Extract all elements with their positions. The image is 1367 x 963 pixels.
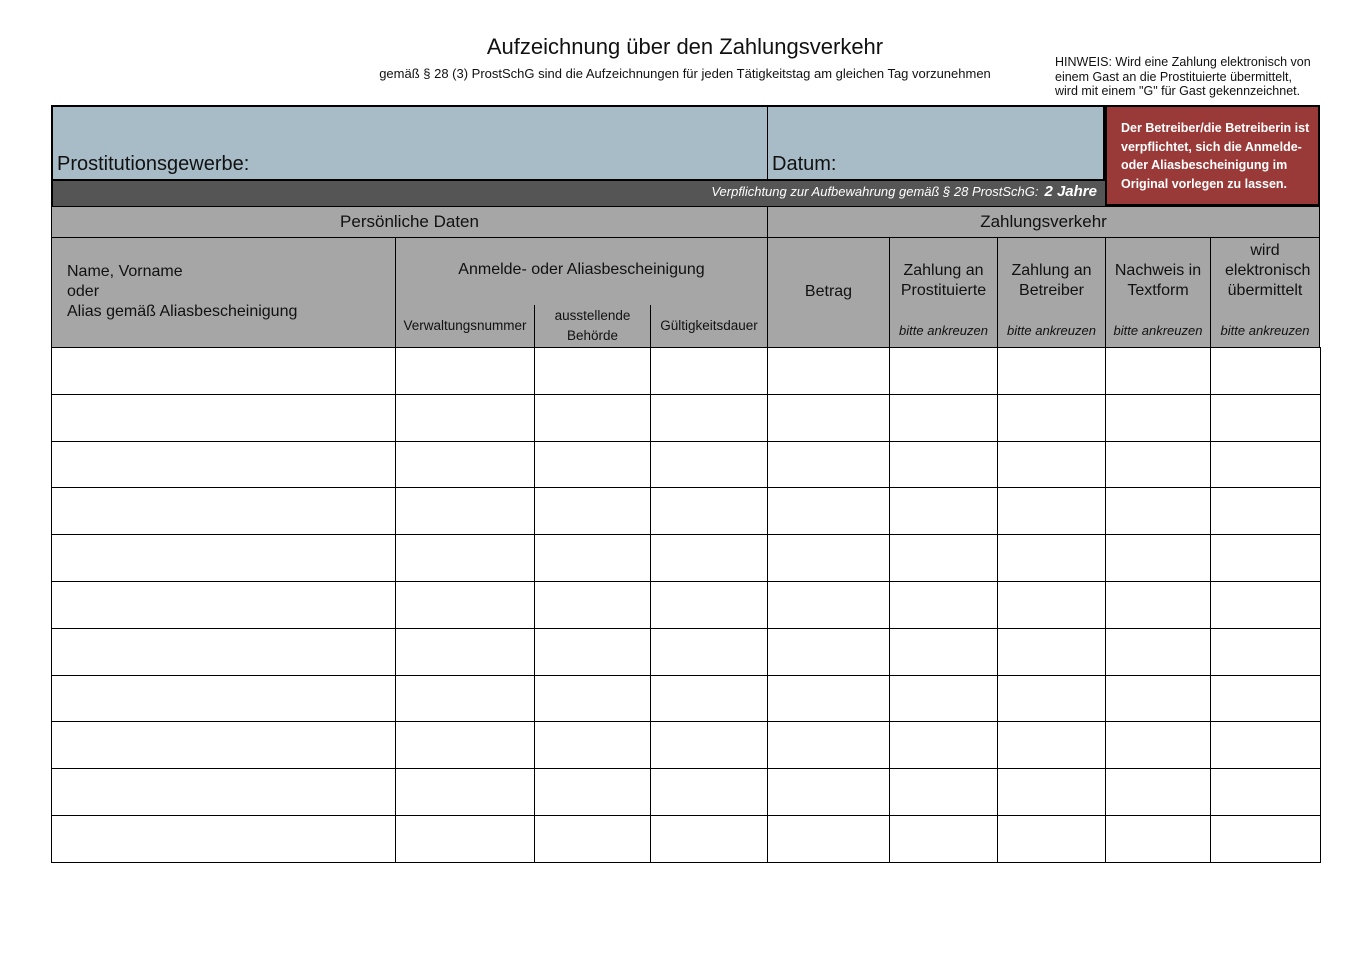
column-label: Nachweis in Textform [1114, 262, 1202, 299]
column-payment-prostitute [889, 237, 998, 348]
table-cell[interactable] [51, 675, 396, 722]
column-amount: Betrag [767, 237, 890, 348]
table-cell[interactable] [534, 394, 651, 442]
table-cell[interactable] [650, 675, 768, 722]
table-cell[interactable] [1105, 815, 1211, 863]
column-electronic [1210, 237, 1320, 348]
date-field[interactable] [767, 105, 1105, 181]
table-cell[interactable] [51, 581, 396, 629]
column-text-proof [1105, 237, 1211, 348]
table-cell[interactable] [1105, 441, 1211, 488]
notice-line: Original vorlegen zu lassen. [1121, 176, 1288, 191]
table-cell[interactable] [650, 628, 768, 676]
section-payment: Zahlungsverkehr [767, 206, 1320, 238]
table-cell[interactable] [997, 347, 1106, 395]
table-cell[interactable] [889, 581, 998, 629]
hint-line: wird mit einem "G" für Gast gekennzeichnet. [1055, 84, 1301, 98]
table-cell[interactable] [889, 347, 998, 395]
table-cell[interactable] [51, 441, 396, 488]
column-label: Zahlung an Betreiber [1011, 262, 1092, 299]
table-cell[interactable] [395, 581, 535, 629]
table-cell[interactable] [997, 721, 1106, 769]
table-cell[interactable] [889, 721, 998, 769]
table-cell[interactable] [997, 534, 1106, 582]
table-cell[interactable] [51, 628, 396, 676]
table-cell[interactable] [889, 815, 998, 863]
table-cell[interactable] [534, 441, 651, 488]
column-payment-operator [997, 237, 1106, 348]
table-cell[interactable] [395, 441, 535, 488]
table-cell[interactable] [889, 628, 998, 676]
table-cell[interactable] [997, 815, 1106, 863]
table-cell[interactable] [767, 441, 890, 488]
retention-bar [51, 181, 1105, 206]
table-cell[interactable] [1210, 721, 1321, 769]
name-col-line: Alias gemäß Aliasbescheinigung [67, 303, 298, 320]
table-cell[interactable] [650, 768, 768, 816]
table-cell[interactable] [650, 441, 768, 488]
table-cell[interactable] [1210, 441, 1321, 488]
table-cell[interactable] [889, 487, 998, 535]
retention-text: Verpflichtung zur Aufbewahrung gemäß § 28 ProstSchG: [711, 184, 1039, 199]
table-cell[interactable] [1210, 768, 1321, 816]
hint-note [1055, 55, 1345, 99]
section-personal-data: Persönliche Daten [51, 206, 768, 238]
table-cell[interactable] [1105, 487, 1211, 535]
table-cell[interactable] [534, 487, 651, 535]
table-cell[interactable] [1210, 815, 1321, 863]
table-cell[interactable] [395, 487, 535, 535]
table-cell[interactable] [534, 675, 651, 722]
table-cell[interactable] [51, 721, 396, 769]
table-cell[interactable] [889, 675, 998, 722]
table-cell[interactable] [1105, 628, 1211, 676]
table-cell[interactable] [395, 534, 535, 582]
table-cell[interactable] [1210, 347, 1321, 395]
table-cell[interactable] [395, 628, 535, 676]
table-cell[interactable] [997, 487, 1106, 535]
table-cell[interactable] [767, 487, 890, 535]
table-cell[interactable] [51, 768, 396, 816]
table-cell[interactable] [767, 628, 890, 676]
table-cell[interactable] [395, 768, 535, 816]
tick-hint: bitte ankreuzen [1007, 323, 1096, 338]
table-cell[interactable] [534, 815, 651, 863]
table-cell[interactable] [534, 628, 651, 676]
column-certificate-group: Anmelde- oder Aliasbescheinigung [395, 237, 768, 306]
hint-line: einem Gast an die Prostituierte übermittelt, [1055, 69, 1292, 84]
page-title: Aufzeichnung über den Zahlungsverkehr [486, 34, 884, 59]
table-cell[interactable] [650, 347, 768, 395]
table-cell[interactable] [650, 815, 768, 863]
table-cell[interactable] [767, 534, 890, 582]
notice-line: oder Aliasbescheinigung im [1121, 158, 1288, 172]
column-admin-number: Verwaltungsnummer [395, 305, 535, 348]
table-cell[interactable] [997, 581, 1106, 629]
table-cell[interactable] [650, 534, 768, 582]
table-cell[interactable] [1210, 394, 1321, 442]
business-label: Prostitutionsgewerbe: [57, 153, 250, 175]
table-cell[interactable] [997, 441, 1106, 488]
table-cell[interactable] [997, 675, 1106, 722]
retention-value: 2 Jahre [1044, 183, 1097, 200]
table-cell[interactable] [51, 534, 396, 582]
table-cell[interactable] [767, 394, 890, 442]
table-cell[interactable] [1105, 768, 1211, 816]
date-label: Datum: [772, 153, 837, 175]
page-subtitle: gemäß § 28 (3) ProstSchG sind die Aufzeichnungen für jeden Tätigkeitstag am gleichen Tag vorzunehmen [379, 66, 991, 81]
table-cell[interactable] [534, 581, 651, 629]
table-cell[interactable] [997, 394, 1106, 442]
table-cell[interactable] [395, 815, 535, 863]
table-cell[interactable] [51, 347, 396, 395]
notice-line: verpflichtet, sich die Anmelde- [1121, 139, 1302, 154]
table-cell[interactable] [395, 675, 535, 722]
table-cell[interactable] [1210, 675, 1321, 722]
tick-hint: bitte ankreuzen [899, 323, 988, 338]
table-cell[interactable] [767, 721, 890, 769]
table-cell[interactable] [889, 394, 998, 442]
table-cell[interactable] [1105, 394, 1211, 442]
table-cell[interactable] [395, 721, 535, 769]
table-cell[interactable] [51, 815, 396, 863]
column-issuing-authority: ausstellende Behörde [534, 305, 651, 348]
table-cell[interactable] [534, 347, 651, 395]
table-cell[interactable] [767, 581, 890, 629]
notice-line: Der Betreiber/die Betreiberin ist [1121, 121, 1310, 135]
name-col-line: Name, Vorname [67, 263, 183, 280]
column-validity: Gültigkeitsdauer [650, 305, 768, 348]
table-cell[interactable] [51, 487, 396, 535]
tick-hint: bitte ankreuzen [1113, 323, 1203, 338]
table-cell[interactable] [534, 768, 651, 816]
table-cell[interactable] [1105, 721, 1211, 769]
table-cell[interactable] [650, 487, 768, 535]
business-field[interactable] [51, 105, 768, 181]
table-cell[interactable] [1105, 534, 1211, 582]
operator-notice [1105, 105, 1320, 206]
table-cell[interactable] [51, 394, 396, 442]
name-col-line: oder [67, 283, 100, 300]
table-cell[interactable] [767, 347, 890, 395]
table-cell[interactable] [1210, 487, 1321, 535]
table-cell[interactable] [889, 534, 998, 582]
table-cell[interactable] [395, 394, 535, 442]
column-label: Zahlung an Prostituierte [900, 262, 987, 299]
table-cell[interactable] [767, 815, 890, 863]
table-cell[interactable] [1210, 534, 1321, 582]
table-cell[interactable] [650, 581, 768, 629]
table-cell[interactable] [1105, 347, 1211, 395]
table-cell[interactable] [889, 441, 998, 488]
table-cell[interactable] [767, 768, 890, 816]
table-cell[interactable] [997, 628, 1106, 676]
table-cell[interactable] [889, 768, 998, 816]
table-cell[interactable] [534, 721, 651, 769]
table-cell[interactable] [1210, 628, 1321, 676]
table-cell[interactable] [997, 768, 1106, 816]
column-name [51, 237, 396, 348]
table-cell[interactable] [1210, 581, 1321, 629]
table-cell[interactable] [534, 534, 651, 582]
hint-line: HINWEIS: Wird eine Zahlung elektronisch von [1055, 55, 1311, 69]
table-cell[interactable] [767, 675, 890, 722]
table-cell[interactable] [650, 394, 768, 442]
table-cell[interactable] [1105, 581, 1211, 629]
tick-hint: bitte ankreuzen [1220, 323, 1310, 338]
table-cell[interactable] [650, 721, 768, 769]
table-cell[interactable] [1105, 675, 1211, 722]
table-cell[interactable] [395, 347, 535, 395]
column-label: wird elektronisch übermittelt [1225, 242, 1311, 299]
